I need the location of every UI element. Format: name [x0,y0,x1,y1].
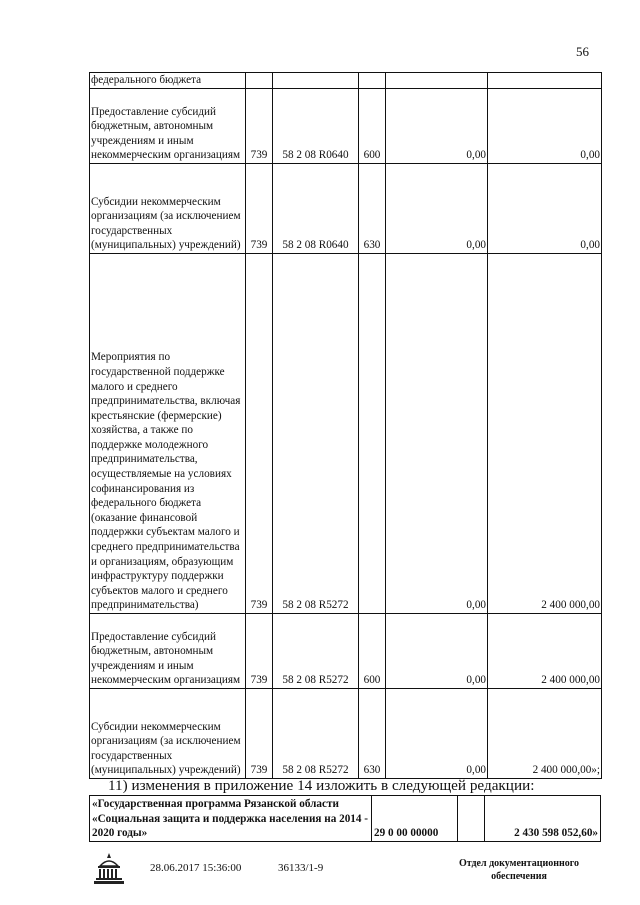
admin-code: 739 [246,164,273,254]
table-row [90,164,602,254]
admin-code: 739 [246,689,273,779]
footer-department-line1: Отдел документационного [458,858,580,869]
amount-2: 0,00 [488,89,602,164]
program-amount: 2 430 598 052,60» [485,796,601,842]
row-name: Предоставление субсидий бюджетным, автономным учреждениям и иным некоммерческим организациям [90,89,246,164]
target-article: 58 2 08 R5272 [273,614,359,689]
table-row [90,73,602,89]
program-table [89,795,601,842]
table-row [90,254,602,614]
duma-emblem-icon [92,852,126,886]
amount-1: 0,00 [386,689,488,779]
program-name: «Государственная программа Рязанской области «Социальная защита и поддержка населения на 2014 - 2020 годы» [90,796,372,842]
footer-date: 28.06.2017 15:36:00 [150,862,242,874]
expense-type [359,254,386,614]
program-code: 29 0 00 00000 [372,796,458,842]
table-row [90,796,601,842]
footer-department-line2: обеспечения [491,871,547,882]
amount-1: 0,00 [386,254,488,614]
row-name: Предоставление субсидий бюджетным, автономным учреждениям и иным некоммерческим организациям [90,614,246,689]
table-row [90,89,602,164]
target-article: 58 2 08 R5272 [273,689,359,779]
amount-2: 2 400 000,00»; [488,689,602,779]
expense-type: 630 [359,689,386,779]
target-article: 58 2 08 R5272 [273,254,359,614]
table-row [90,614,602,689]
row-name: Субсидии некоммерческим организациям (за исключением государственных (муниципальных) учреждений) [90,689,246,779]
budget-table [89,72,602,779]
expense-type: 600 [359,614,386,689]
amount-1 [386,73,488,89]
admin-code [246,73,273,89]
footer-department [444,857,594,883]
empty-cell [458,796,485,842]
row-name: Субсидии некоммерческим организациям (за исключением государственных (муниципальных) учреждений) [90,164,246,254]
amount-2: 0,00 [488,164,602,254]
amount-1: 0,00 [386,89,488,164]
target-article: 58 2 08 R0640 [273,89,359,164]
expense-type: 600 [359,89,386,164]
row-name: федерального бюджета [90,73,246,89]
row-name: Мероприятия по государственной поддержке малого и среднего предпринимательства, включая крестьянские (фермерские) хозяйства, а также по поддержке молодежного предпринимательства, осуществляемые на условиях софинансирования из федерального бюджета (оказание финансовой поддержки субъектам малого и среднего предпринимательства и организациям, образующим инфраструктуру поддержки субъектов малого и среднего предпринимательства) [90,254,246,614]
table-row [90,689,602,779]
target-article: 58 2 08 R0640 [273,164,359,254]
amount-1: 0,00 [386,614,488,689]
amount-2: 2 400 000,00 [488,254,602,614]
amount-2: 2 400 000,00 [488,614,602,689]
admin-code: 739 [246,89,273,164]
expense-type: 630 [359,164,386,254]
admin-code: 739 [246,614,273,689]
page-number: 56 [576,44,589,59]
expense-type [359,73,386,89]
amount-1: 0,00 [386,164,488,254]
section-heading: 11) изменения в приложение 14 изложить в следующей редакции: [108,777,535,794]
amount-2 [488,73,602,89]
target-article [273,73,359,89]
footer-code: 36133/1-9 [278,862,324,874]
admin-code: 739 [246,254,273,614]
